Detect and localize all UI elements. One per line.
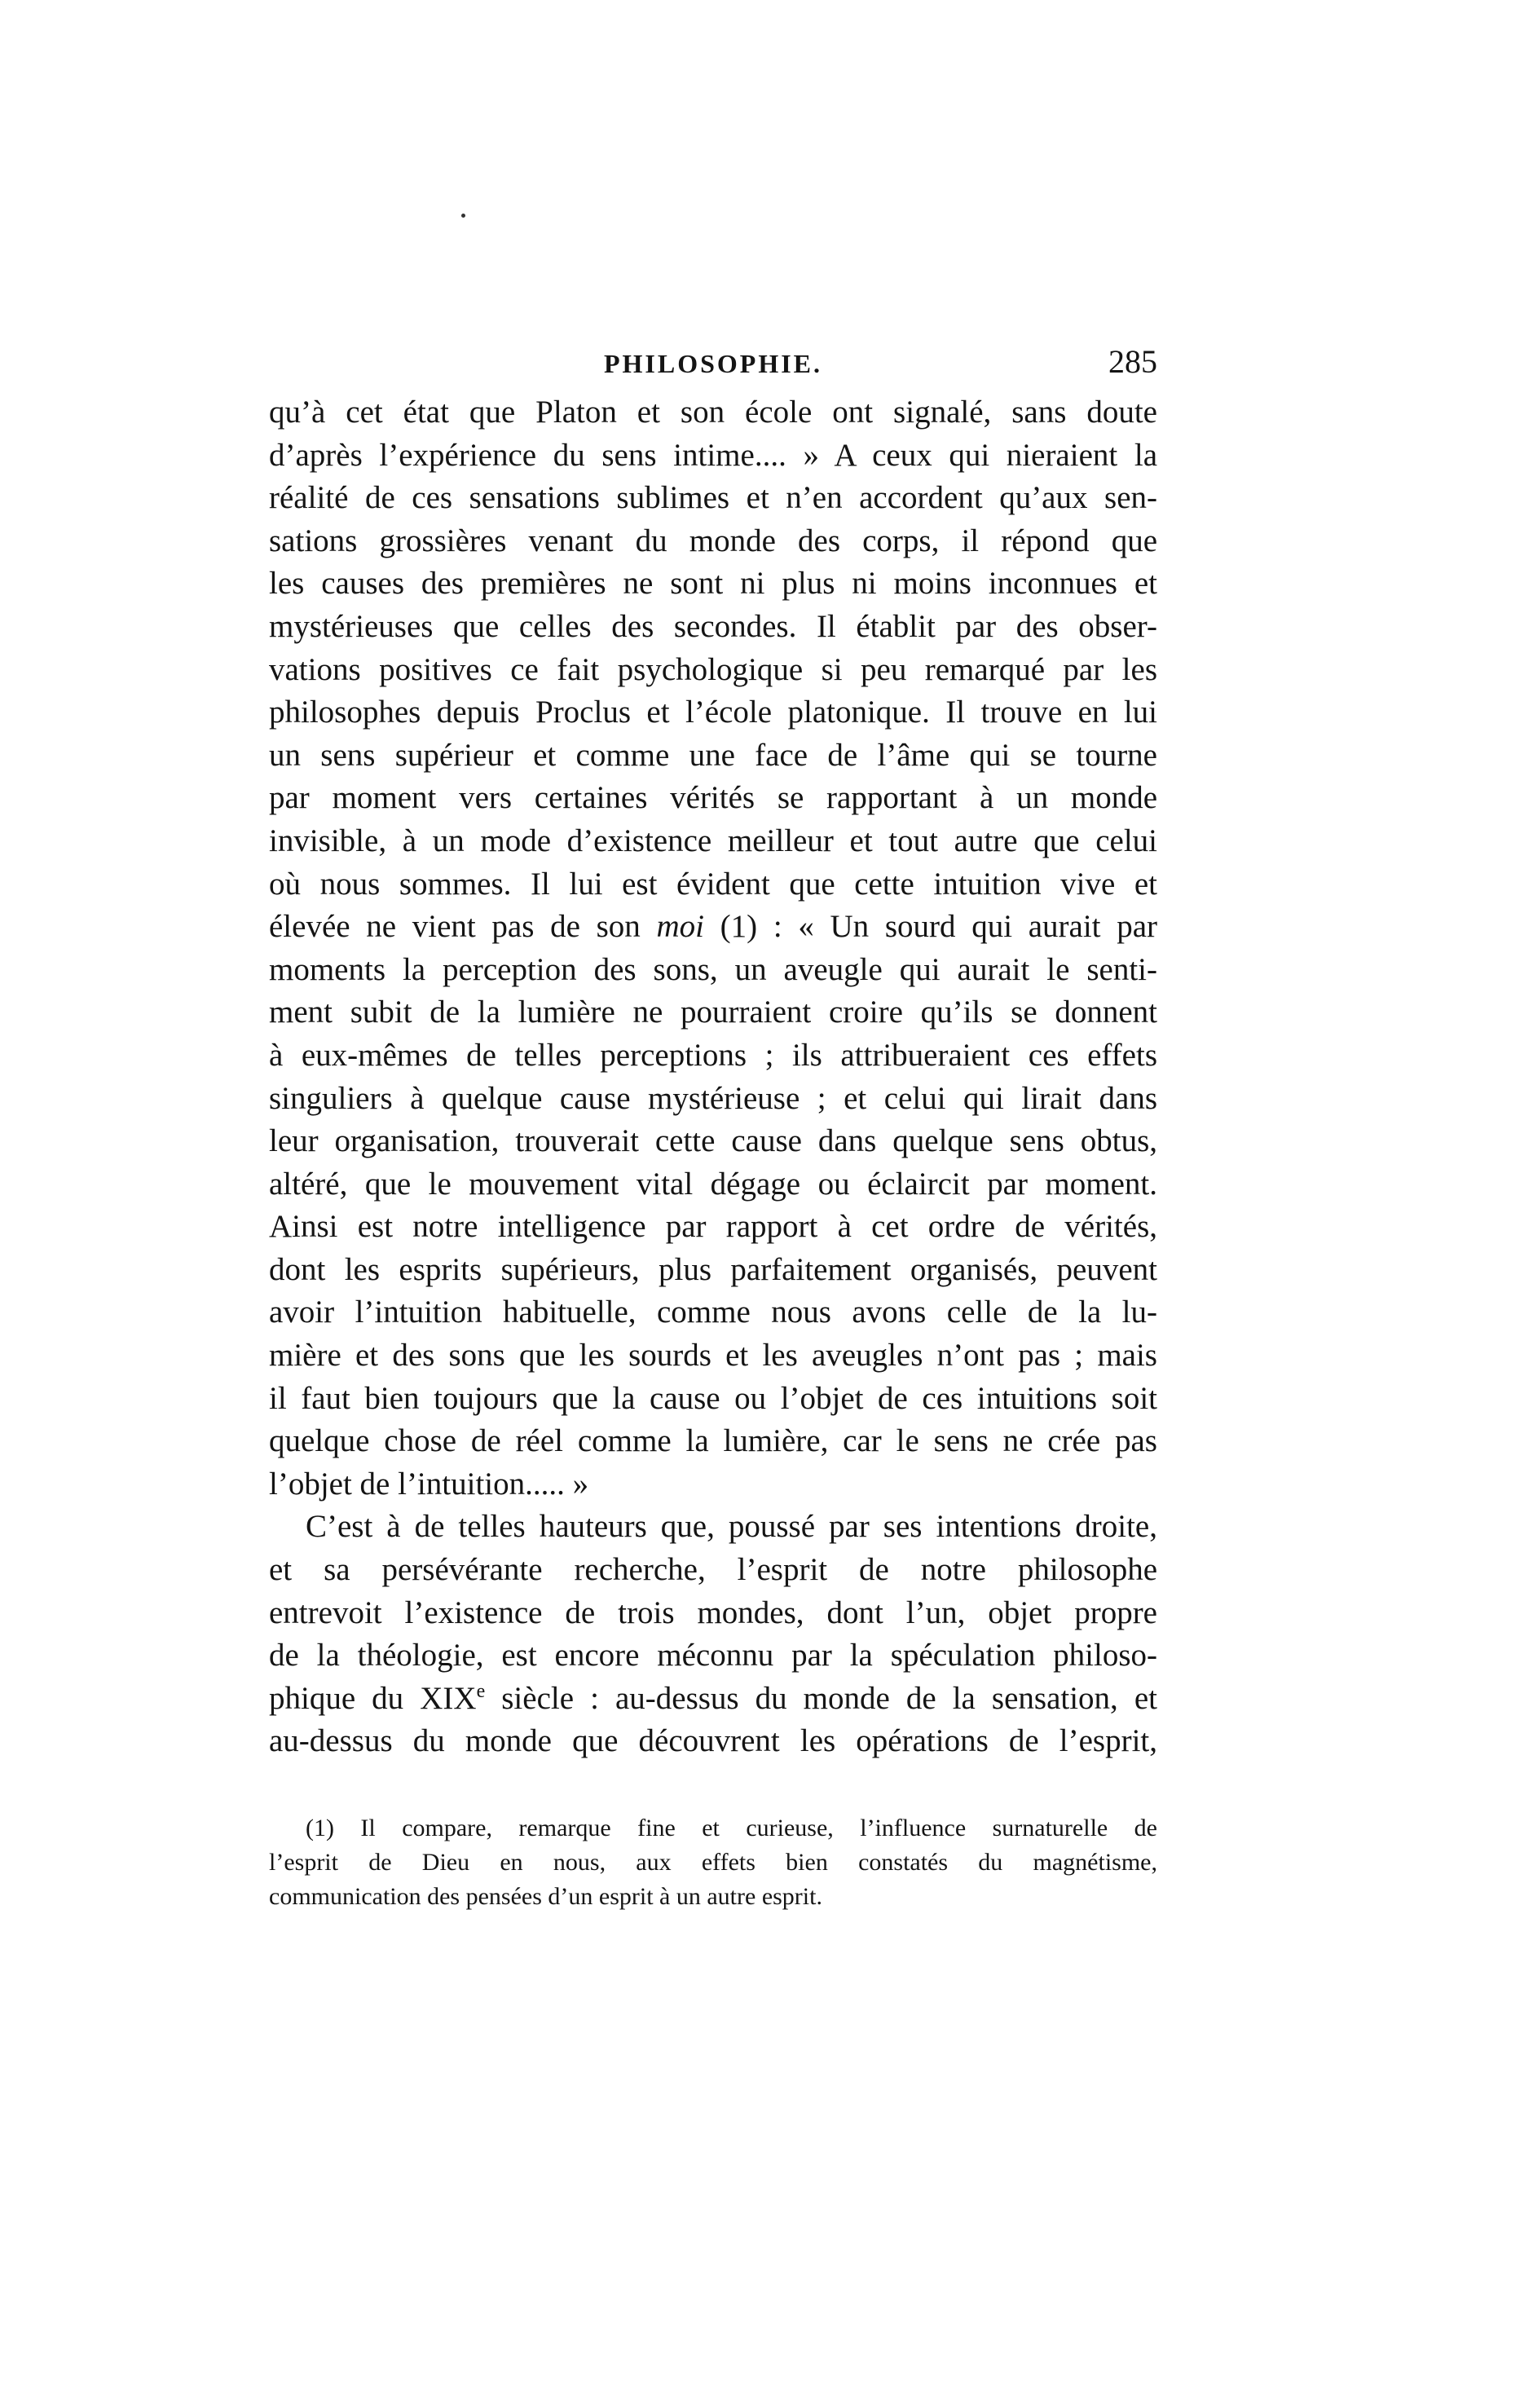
text-line: Ainsi est notre intelligence par rapport à cet ordre de vérités, [269,1209,1157,1245]
italic-word: moi [656,909,704,945]
text-line: d’après l’expérience du sens intime.... » A ceux qui nieraient la [269,437,1157,473]
text-segment: élevée ne vient pas de son [269,909,641,945]
running-title: PHILOSOPHIE. [603,349,823,378]
text-segment: phique du [269,1680,404,1716]
text-line: mystérieuses que celles des secondes. Il établit par des obser- [269,608,1157,644]
text-line: où nous sommes. Il lui est évident que cette intuition vive et [269,866,1157,902]
text-line-with-superscript [269,1678,1157,1721]
text-line: philosophes depuis Proclus et l’école platonique. Il trouve en lui [269,695,1157,730]
text-line: qu’à cet état que Platon et son école ont signalé, sans doute [269,395,1157,430]
text-line: un sens supérieur et comme une face de l’âme qui se tourne [269,737,1157,773]
century-numeral: XIX [420,1680,477,1716]
text-segment: (1) : « Un sourd qui aurait par [703,909,1157,945]
text-line: à eux-mêmes de telles perceptions ; ils attribueraient ces effets [269,1037,1157,1073]
text-line: réalité de ces sensations sublimes et n’en accordent qu’aux sen- [269,480,1157,516]
page-number: 285 [1108,343,1157,380]
text-segment: siècle : au-dessus du monde de la sensation, et [485,1680,1157,1716]
text-line: et sa persévérante recherche, l’esprit de notre philosophe [269,1552,1157,1588]
footnote-line: l’esprit de Dieu en nous, aux effets bien constatés du magnétisme, [269,1849,1157,1876]
paragraph-start-line: C’est à de telles hauteurs que, poussé par ses intentions droite, [306,1509,1157,1545]
text-line: moments la perception des sons, un aveugle qui aurait le senti- [269,951,1157,987]
text-line: ment subit de la lumière ne pourraient croire qu’ils se donnent [269,995,1157,1030]
text-line: l’objet de l’intuition..... » [269,1466,589,1502]
text-line: il faut bien toujours que la cause ou l’objet de ces intuitions soit [269,1380,1157,1416]
text-line-with-italic [269,906,1157,949]
text-line: singuliers à quelque cause mystérieuse ; et celui qui lirait dans [269,1080,1157,1116]
text-line: mière et des sons que les sourds et les aveugles n’ont pas ; mais [269,1338,1157,1374]
text-line: les causes des premières ne sont ni plus ni moins inconnues et [269,566,1157,602]
body-text [269,391,1157,1763]
ink-speck [461,214,465,218]
footnote-line: communication des pensées d’un esprit à un autre esprit. [269,1883,822,1910]
text-line: quelque chose de réel comme la lumière, car le sens ne crée pas [269,1423,1157,1459]
text-line: entrevoit l’existence de trois mondes, dont l’un, objet propre [269,1594,1157,1630]
text-line: dont les esprits supérieurs, plus parfaitement organisés, peuvent [269,1251,1157,1287]
text-line: de la théologie, est encore méconnu par la spéculation philoso- [269,1638,1157,1674]
text-line: par moment vers certaines vérités se rapportant à un monde [269,780,1157,816]
text-line: au-dessus du monde que découvrent les opérations de l’esprit, [269,1723,1157,1759]
text-line: vations positives ce fait psychologique si peu remarqué par les [269,651,1157,687]
running-head [269,342,1157,388]
text-line: invisible, à un mode d’existence meilleur et tout autre que celui [269,823,1157,858]
text-line: avoir l’intuition habituelle, comme nous avons celle de la lu- [269,1294,1157,1330]
footnotes [269,1811,1157,1914]
superscript: e [476,1680,486,1702]
text-line: leur organisation, trouverait cette cause dans quelque sens obtus, [269,1123,1157,1159]
text-line: sations grossières venant du monde des corps, il répond que [269,523,1157,558]
footnote-line: (1) Il compare, remarque fine et curieuse, l’influence surnaturelle de [306,1815,1157,1841]
text-line: altéré, que le mouvement vital dégage ou éclaircit par moment. [269,1166,1157,1202]
